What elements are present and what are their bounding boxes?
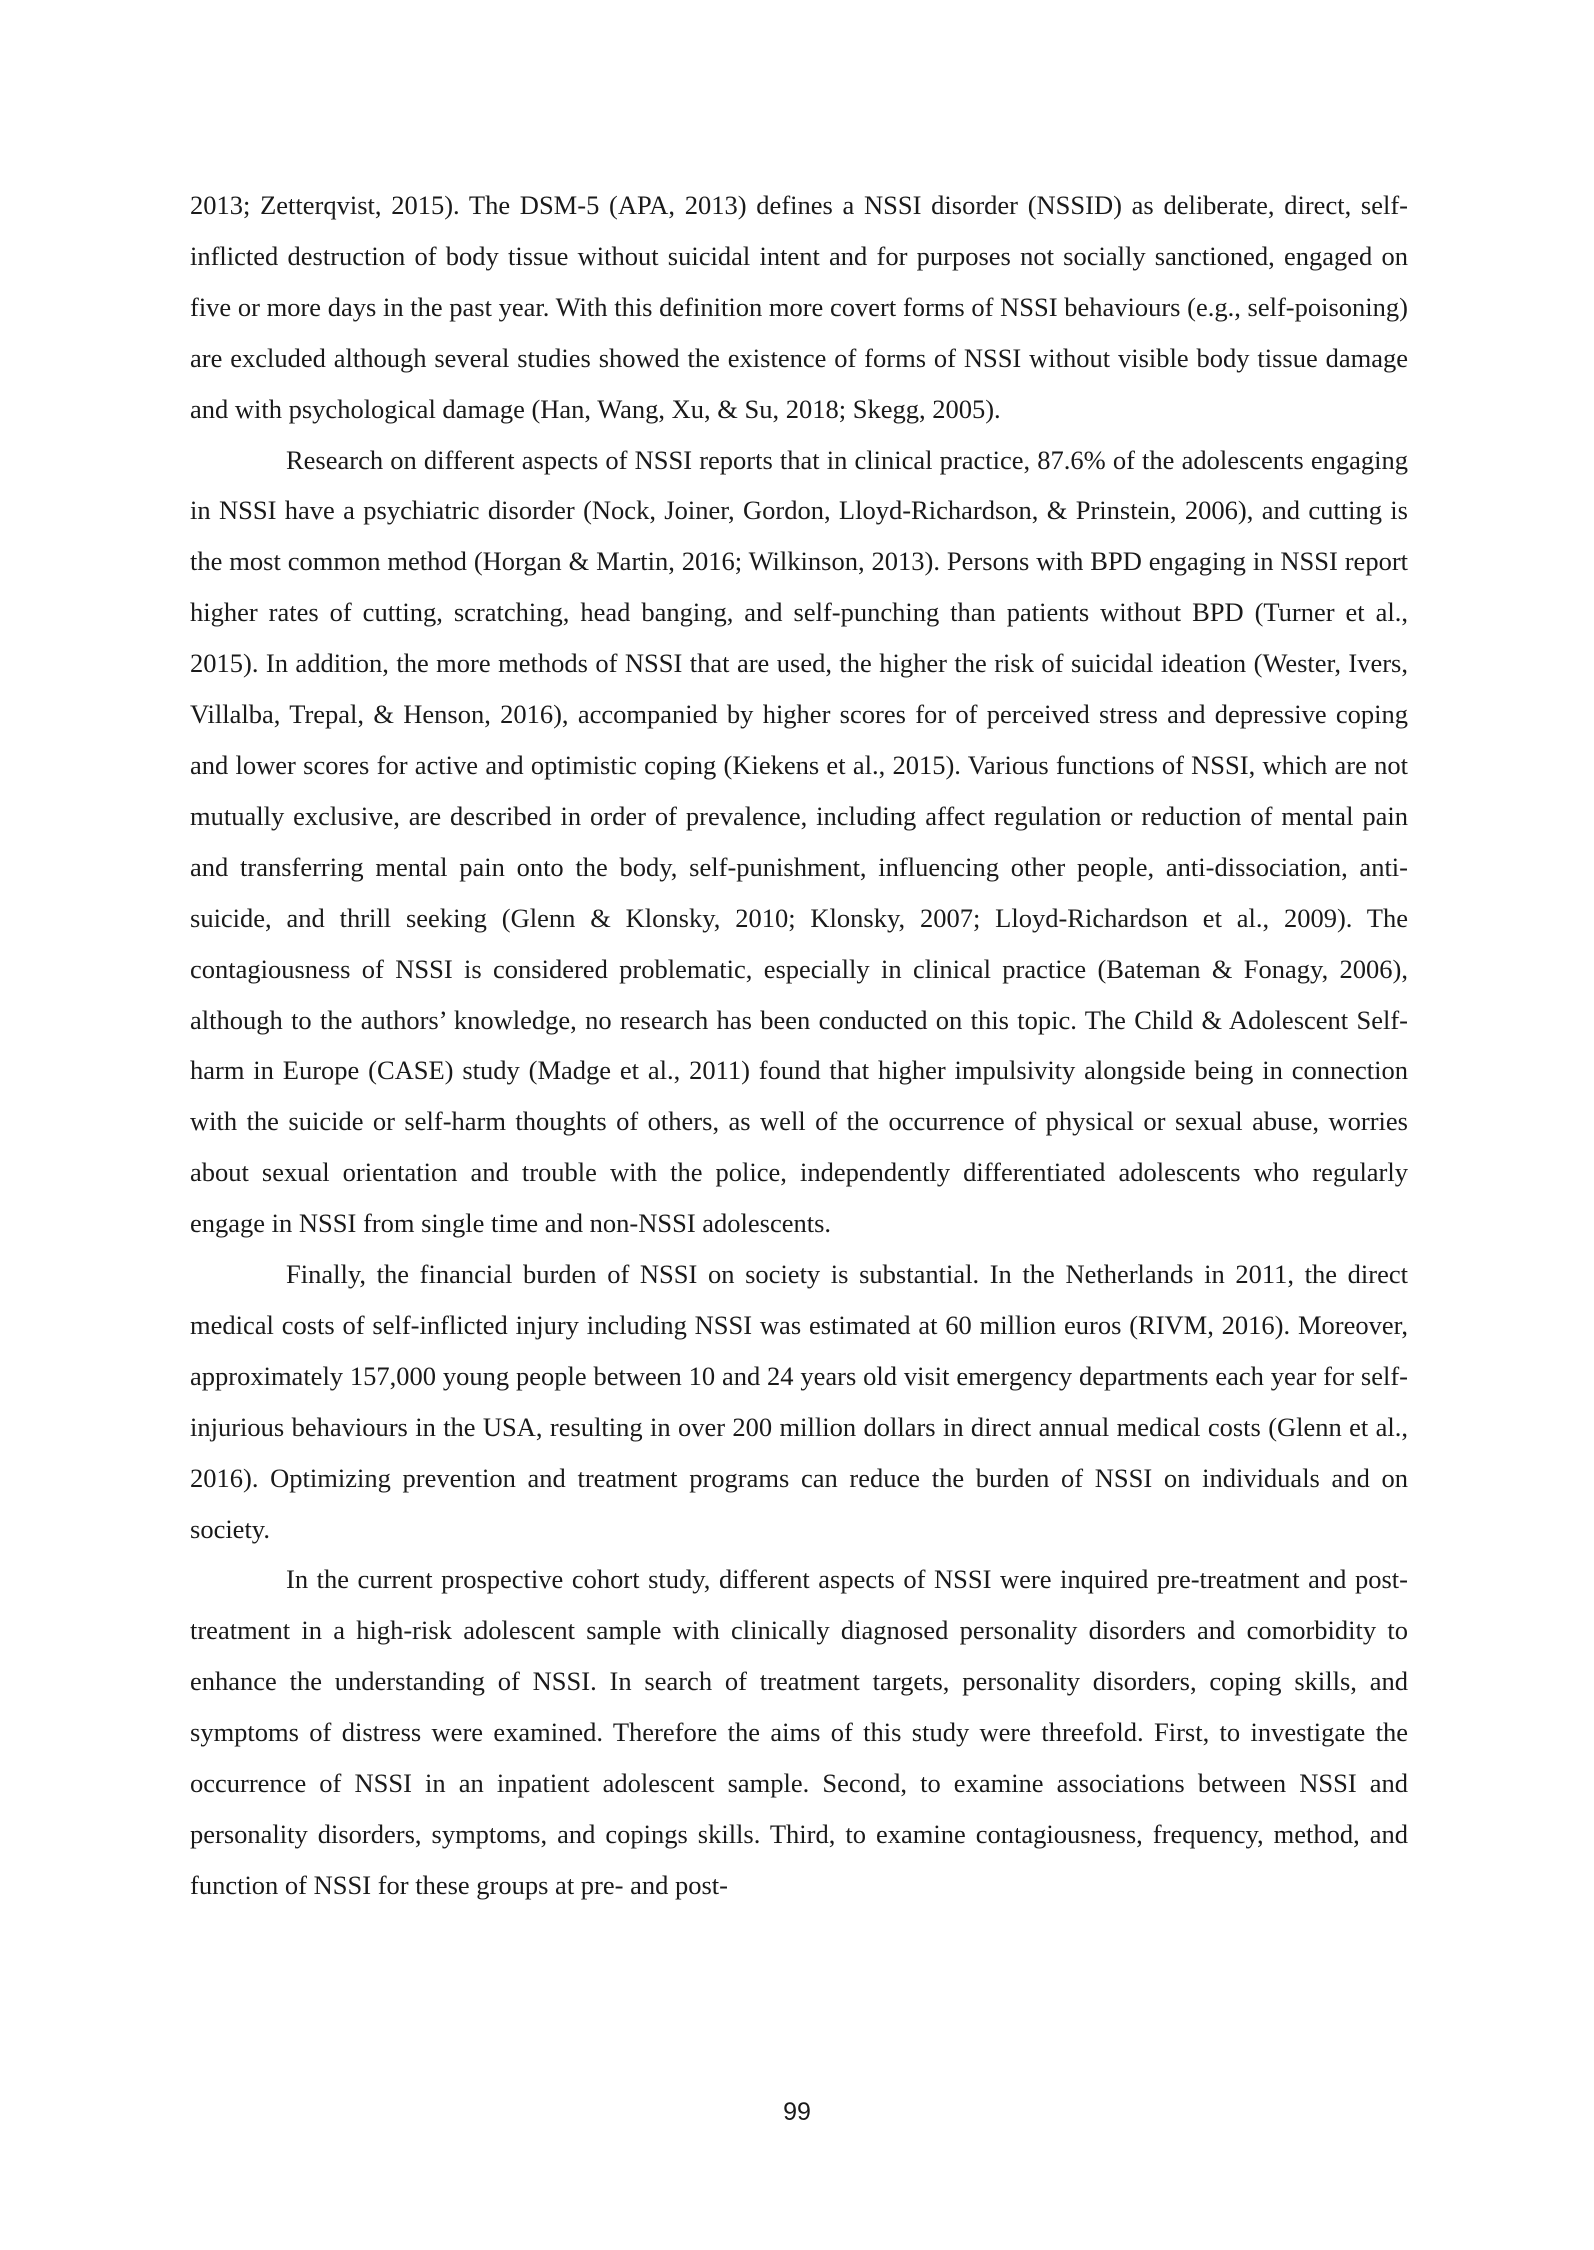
body-text xyxy=(190,180,1408,1911)
paragraph-nssi-research: Research on different aspects of NSSI reports that in clinical practice, 87.6% of the adolescents engaging in NSSI have a psychiatric disorder (Nock, Joiner, Gordon, Lloyd-Richardson, & Prinstein, 2006), and cutting is the most common method (Horgan & Martin, 2016; Wilkinson, 2013). Persons with BPD engaging in NSSI report higher rates of cutting, scratching, head banging, and self-punching than patients without BPD (Turner et al., 2015). In addition, the more methods of NSSI that are used, the higher the risk of suicidal ideation (Wester, Ivers, Villalba, Trepal, & Henson, 2016), accompanied by higher scores for of perceived stress and depressive coping and lower scores for active and optimistic coping (Kiekens et al., 2015). Various functions of NSSI, which are not mutually exclusive, are described in order of prevalence, including affect regulation or reduction of mental pain and transferring mental pain onto the body, self-punishment, influencing other people, anti-dissociation, anti-suicide, and thrill seeking (Glenn & Klonsky, 2010; Klonsky, 2007; Lloyd-Richardson et al., 2009). The contagiousness of NSSI is considered problematic, especially in clinical practice (Bateman & Fonagy, 2006), although to the authors’ knowledge, no research has been conducted on this topic. The Child & Adolescent Self-harm in Europe (CASE) study (Madge et al., 2011) found that higher impulsivity alongside being in connection with the suicide or self-harm thoughts of others, as well of the occurrence of physical or sexual abuse, worries about sexual orientation and trouble with the police, independently differentiated adolescents who regularly engage in NSSI from single time and non-NSSI adolescents. xyxy=(190,444,1408,1239)
page-number: 99 xyxy=(783,2098,811,2126)
paragraph-continuation: 2013; Zetterqvist, 2015). The DSM-5 (APA, 2013) defines a NSSI disorder (NSSID) as deliberate, direct, self-inflicted destruction of body tissue without suicidal intent and for purposes not socially sanctioned, engaged on five or more days in the past year. With this definition more covert forms of NSSI behaviours (e.g., self-poisoning) are excluded although several studies showed the existence of forms of NSSI without visible body tissue damage and with psychological damage (Han, Wang, Xu, & Su, 2018; Skegg, 2005). xyxy=(190,190,1408,424)
paragraph-financial-burden: Finally, the financial burden of NSSI on society is substantial. In the Netherlands in 2011, the direct medical costs of self-inflicted injury including NSSI was estimated at 60 million euros (RIVM, 2016). Moreover, approximately 157,000 young people between 10 and 24 years old visit emergency departments each year for self-injurious behaviours in the USA, resulting in over 200 million dollars in direct annual medical costs (Glenn et al., 2016). Optimizing prevention and treatment programs can reduce the burden of NSSI on individuals and on society. xyxy=(190,1259,1408,1544)
paragraph-study-aims: In the current prospective cohort study, different aspects of NSSI were inquired pre-treatment and post-treatment in a high-risk adolescent sample with clinically diagnosed personality disorders and comorbidity to enhance the understanding of NSSI. In search of treatment targets, personality disorders, coping skills, and symptoms of distress were examined. Therefore the aims of this study were threefold. First, to investigate the occurrence of NSSI in an inpatient adolescent sample. Second, to examine associations between NSSI and personality disorders, symptoms, and copings skills. Third, to examine contagiousness, frequency, method, and function of NSSI for these groups at pre- and post- xyxy=(190,1564,1408,1900)
